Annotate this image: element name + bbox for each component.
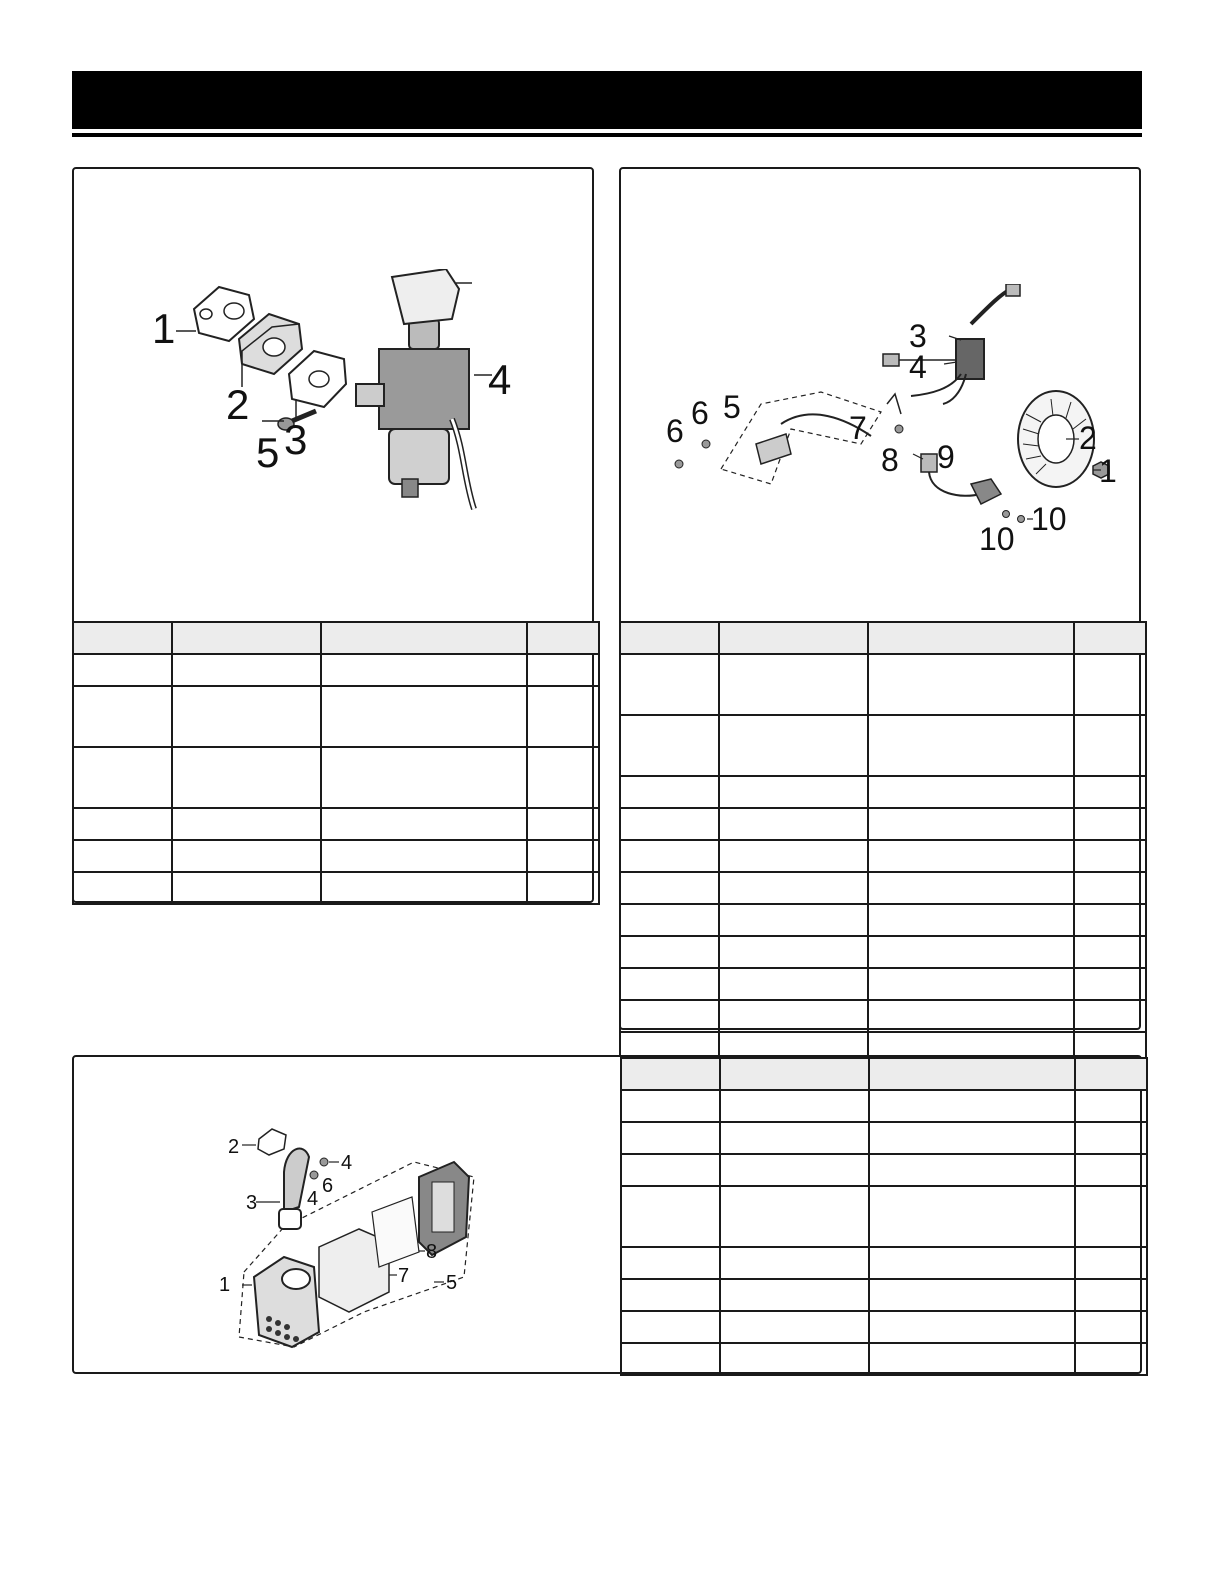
title-underline bbox=[72, 133, 1142, 137]
table-row bbox=[620, 654, 1146, 715]
ignition-callout: 2 bbox=[1079, 420, 1097, 456]
air-filter-callout: 8 bbox=[426, 1241, 438, 1263]
table-row bbox=[621, 1154, 1147, 1186]
table-row bbox=[620, 840, 1146, 872]
table-row bbox=[73, 840, 599, 872]
ignition-callout: 7 bbox=[849, 410, 867, 446]
table-row bbox=[620, 968, 1146, 1000]
carburetor-callout: 3 bbox=[284, 416, 308, 463]
carburetor-callout: 4 bbox=[488, 356, 512, 403]
table-row bbox=[621, 1186, 1147, 1247]
table-row bbox=[621, 1279, 1147, 1311]
ignition-callout: 4 bbox=[909, 349, 927, 385]
column-header bbox=[621, 1058, 720, 1090]
column-header bbox=[869, 1058, 1075, 1090]
air-filter-drawing bbox=[214, 1117, 484, 1357]
ignition-callout: 9 bbox=[937, 439, 955, 475]
air-filter-callout: 4 bbox=[307, 1188, 319, 1210]
column-header bbox=[719, 622, 868, 654]
carburetor-drawing bbox=[134, 269, 594, 569]
table-row bbox=[620, 1000, 1146, 1032]
ignition-callout: 3 bbox=[909, 318, 927, 354]
air-filter-callout: 1 bbox=[219, 1274, 231, 1296]
table-row bbox=[73, 747, 599, 808]
column-header bbox=[868, 622, 1074, 654]
float-bowl-shape bbox=[389, 429, 449, 484]
column-header bbox=[321, 622, 527, 654]
table-header-row bbox=[620, 622, 1146, 654]
carburetor-cover-shape bbox=[392, 269, 459, 324]
gasket-3-shape bbox=[289, 351, 346, 407]
carburetor-panel bbox=[72, 167, 594, 903]
ignition-callout: 8 bbox=[881, 442, 899, 478]
air-filter-diagram bbox=[214, 1117, 484, 1357]
column-header bbox=[527, 622, 599, 654]
table-row bbox=[620, 808, 1146, 840]
table-row bbox=[621, 1247, 1147, 1279]
table-row bbox=[621, 1122, 1147, 1154]
column-header bbox=[720, 1058, 869, 1090]
carburetor-callout: 2 bbox=[226, 381, 250, 428]
ignition-drawing bbox=[661, 284, 1121, 559]
table-row bbox=[73, 808, 599, 840]
carburetor-diagram bbox=[134, 269, 594, 569]
page-title-bar bbox=[72, 71, 1142, 129]
ignition-diagram bbox=[661, 284, 1121, 559]
air-filter-callout: 6 bbox=[322, 1175, 334, 1197]
air-filter-callout: 4 bbox=[341, 1152, 353, 1174]
air-filter-panel bbox=[72, 1055, 1142, 1374]
ignition-callout: 10 bbox=[979, 521, 1015, 557]
column-header bbox=[1075, 1058, 1147, 1090]
gasket-2-shape bbox=[258, 1129, 286, 1155]
column-header bbox=[73, 622, 172, 654]
air-filter-parts-table bbox=[620, 1057, 1148, 1376]
ignition-callout: 5 bbox=[723, 389, 741, 425]
air-filter-callout: 3 bbox=[246, 1192, 258, 1214]
ignition-panel bbox=[619, 167, 1141, 1030]
elbow-3-shape bbox=[284, 1149, 309, 1212]
table-row bbox=[620, 715, 1146, 776]
air-filter-callout: 5 bbox=[446, 1272, 458, 1294]
table-row bbox=[73, 686, 599, 747]
carburetor-callout: 5 bbox=[256, 429, 280, 476]
ignition-coil-shape bbox=[956, 339, 984, 379]
table-row bbox=[620, 936, 1146, 968]
charge-coil-shape bbox=[971, 479, 1001, 504]
column-header bbox=[1074, 622, 1146, 654]
table-row bbox=[621, 1311, 1147, 1343]
table-header-row bbox=[73, 622, 599, 654]
carburetor-parts-table bbox=[72, 621, 600, 905]
table-header-row bbox=[621, 1058, 1147, 1090]
table-row bbox=[620, 776, 1146, 808]
column-header bbox=[172, 622, 321, 654]
table-row bbox=[73, 872, 599, 904]
air-filter-callout: 7 bbox=[398, 1265, 410, 1287]
ignition-callout: 10 bbox=[1031, 501, 1067, 537]
ignition-callout: 6 bbox=[691, 395, 709, 431]
carburetor-body-shape bbox=[379, 349, 469, 429]
ignition-parts-table bbox=[619, 621, 1147, 1065]
table-row bbox=[621, 1343, 1147, 1375]
table-row bbox=[620, 904, 1146, 936]
table-row bbox=[620, 872, 1146, 904]
ignition-callout: 6 bbox=[666, 413, 684, 449]
ignition-callout: 1 bbox=[1099, 453, 1117, 489]
paper-element-8-shape bbox=[372, 1197, 419, 1267]
plug-wire-shape bbox=[971, 289, 1011, 324]
table-row bbox=[621, 1090, 1147, 1122]
bracket-shape bbox=[756, 434, 791, 464]
table-row bbox=[73, 654, 599, 686]
column-header bbox=[620, 622, 719, 654]
carburetor-callout: 1 bbox=[152, 305, 176, 352]
air-filter-callout: 2 bbox=[228, 1136, 240, 1158]
